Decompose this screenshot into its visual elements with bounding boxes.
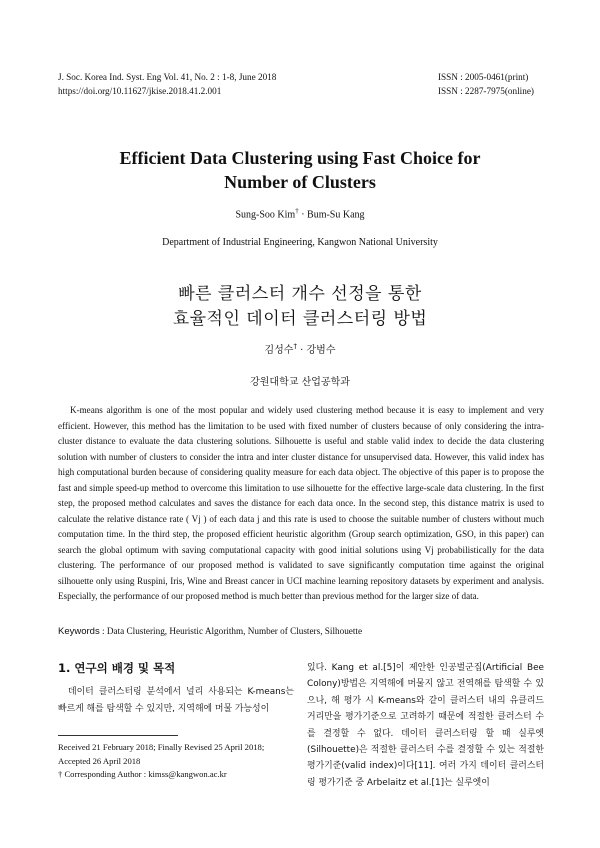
journal-citation: J. Soc. Korea Ind. Syst. Eng Vol. 41, No. 2 : 1-8, June 2018 — [58, 72, 277, 82]
author-1-ko: 김성수 — [264, 345, 294, 356]
footnotes — [58, 741, 294, 782]
paper-title-english — [0, 146, 600, 194]
abstract-text: K-means algorithm is one of the most popular and widely used clustering method because it is easy to implement and very efficient. However, this method has the limitation to be used with fixed number of clusters because of only considering the intra-cluster distance to evaluate the data clustering solutions. Silhouette is useful and stable valid index to decide the data clustering solution with number of clusters to consider the intra and inter cluster distance for unsupervised data. However, this valid index has high computational burden because of considering quality measure for each data object. The objective of this paper is to propose the fast and simple speed-up method to overcome this limitation to use silhouette for the effective large-scale data clustering. In the first step, the proposed method calculates and saves the distance for each data once. In the second step, this distance matrix is used to calculate the relative distance rate ( Vj ) of each data j and this rate is used to choose the suitable number of clusters without much computation time. In the third step, the proposed efficient heuristic algorithm (Group search optimization, GSO, in this paper) can search the global optimum with saving computational capacity with good initial solutions using Vj probabilistically for the data clustering. The performance of our proposed method is validated to save significantly computation time against the original silhouette only using Ruspini, Iris, Wine and Breast cancer in UCI machine learning repository datasets by experiment and analysis. Especially, the performance of our proposed method is much better than previous method for the larger size of data. — [58, 405, 544, 601]
issn-print: ISSN : 2005-0461(print) — [438, 72, 529, 82]
author-2-ko: 강범수 — [306, 345, 336, 356]
accepted-date: Accepted 26 April 2018 — [58, 755, 141, 766]
author-separator: · — [298, 209, 308, 221]
section-heading: 1. 연구의 배경 및 목적 — [58, 661, 176, 675]
title-en-line1: Efficient Data Clustering using Fast Choice for — [119, 148, 481, 168]
title-ko-line2: 효율적인 데이터 클러스터링 방법 — [172, 309, 428, 329]
title-en-line2: Number of Clusters — [224, 172, 376, 192]
keywords-line — [58, 626, 544, 637]
affiliation-english: Department of Industrial Engineering, Kangwon National University — [162, 237, 438, 248]
authors-english — [0, 207, 600, 220]
author-separator-ko: · — [296, 345, 307, 356]
corresponding-mark: † — [295, 207, 299, 215]
corresponding-author: † Corresponding Author : kimss@kangwon.ac.kr — [58, 769, 227, 779]
running-header-right — [438, 70, 534, 98]
footnote-divider — [58, 735, 178, 736]
running-header-left — [58, 70, 276, 98]
doi-link[interactable]: https://doi.org/10.11627/jkise.2018.41.2.001 — [58, 86, 222, 96]
keywords-separator: : — [99, 626, 107, 636]
author-2-en: Bum-Su Kang — [307, 209, 365, 221]
affiliation-korean: 강원대학교 산업공학과 — [250, 377, 350, 388]
authors-korean — [0, 341, 600, 356]
paper-title-korean — [0, 282, 600, 332]
corresponding-mark-ko: † — [293, 342, 297, 351]
issn-online: ISSN : 2287-7975(online) — [438, 86, 534, 96]
title-ko-line1: 빠른 클러스터 개수 선정을 통한 — [178, 284, 422, 304]
keywords-label: Keywords — [58, 626, 100, 637]
body-text-right-column: 있다. Kang et al.[5]이 제안한 인공벌군집(Artificial Bee Colony)방법은 지역해에 머물지 않고 전역해를 탐색할 수 있으나, 해 평가 시 K-means와 같이 클러스터 내의 유클리드 거리만을 평가기준으로 고려하기 때문에 적절한 클러스터 수를 결정할 수 없다. 데이터 클러스터링 할 때 실루엣(Silhouette)은 적절한 클러스터 수를 결정할 수 있는 적절한 평가기준(valid index)이다[11]. 여러 가지 데이터 클러스터링 평가기준 중 Arbelaitz et al.[1]는 실루엣이 — [307, 663, 544, 788]
author-1-en: Sung-Soo Kim — [235, 209, 296, 221]
received-date: Received 21 February 2018; Finally Revised 25 April 2018; — [58, 742, 265, 752]
body-text-left-column: 데이터 클러스터링 분석에서 널리 사용되는 K-means는 빠르게 해를 탐색할 수 있지만, 지역해에 머물 가능성이 — [58, 687, 294, 714]
keywords-text: Data Clustering, Heuristic Algorithm, Number of Clusters, Silhouette — [106, 626, 363, 636]
